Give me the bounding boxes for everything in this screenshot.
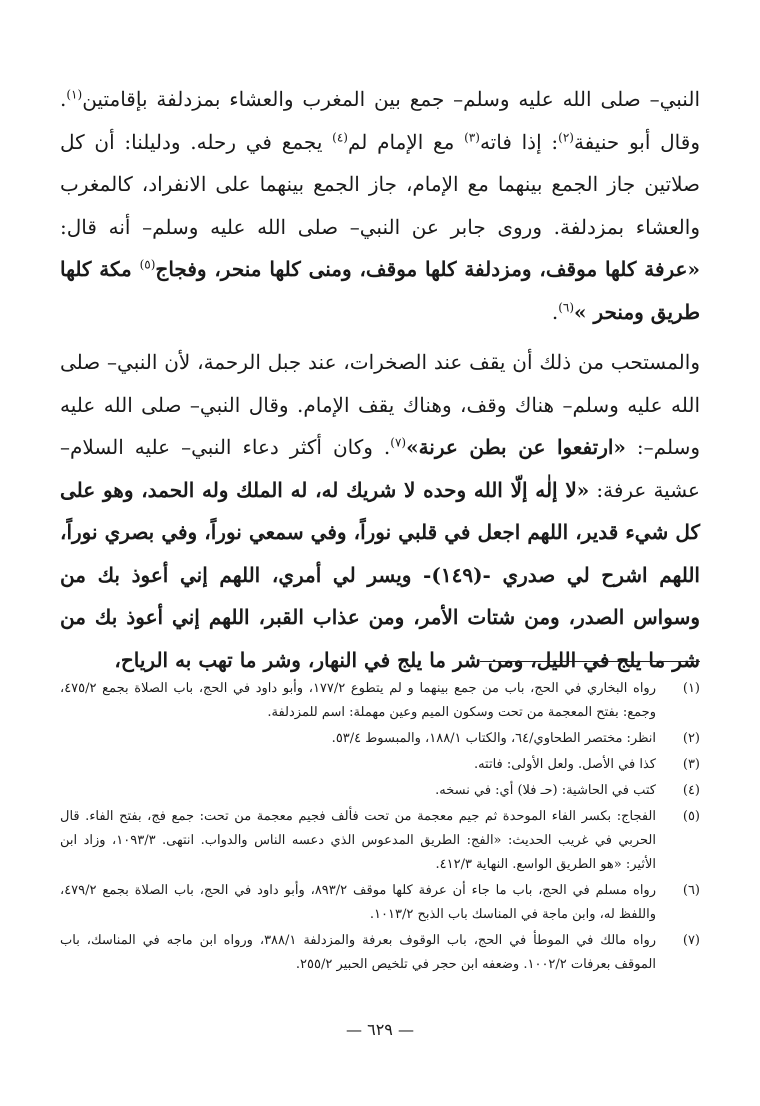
footnote-ref: (٧) <box>390 435 407 450</box>
paragraph-1 <box>60 78 700 333</box>
footnote <box>60 753 700 777</box>
footnote-ref: (١) <box>66 87 83 102</box>
footnote <box>60 879 700 927</box>
hadith-quote: «ارتفعوا عن بطن عرنة» <box>406 435 626 459</box>
footnote-text: رواه مسلم في الحج، باب ما جاء أن عرفة كلها موقف ٨٩٣/٢، وأبو داود في الحج، باب الصلاة بجمع ٤٧٩/٢، واللفظ له، وابن ماجة في المناسك باب الذبح ١٠١٣/٢. <box>60 883 656 922</box>
text-run: النبي– صلى الله عليه وسلم– جمع بين المغرب والعشاء بمزدلفة بإقامتين <box>82 87 700 111</box>
footnote <box>60 727 700 751</box>
text-run: : إذا فاته <box>479 129 559 154</box>
footnote-text: الفجاج: بكسر الفاء الموحدة ثم جيم معجمة من تحت فألف فجيم معجمة من تحت: جمع فج، بفتح الفاء. قال الحربي في غريب الحديث: «الفج: الطريق المدعوس الذي دعسه الناس والدواب. انتهى. ١٠٩٣/٣، وزاد ابن الأثير: «هو الطريق الواسع. النهاية ٤١٢/٣. <box>60 809 656 872</box>
text-run: . وقال أبو حنيفة <box>60 87 700 154</box>
footnote <box>60 779 700 803</box>
footnote-text: رواه البخاري في الحج، باب من جمع بينهما و لم يتطوع ١٧٧/٢، وأبو داود في الحج، باب الصلاة بجمع ٤٧٥/٢، وجمع: بفتح المعجمة من تحت وسكون الميم وعين مهملة: اسم للمزدلفة. <box>60 681 656 720</box>
footnote-number: (١) <box>682 681 700 696</box>
text-run: . وكان أكثر دعاء النبي– عليه السلام– عشية عرفة: <box>60 435 700 502</box>
paragraph-2 <box>60 341 700 681</box>
page-content <box>60 78 700 681</box>
footnote-ref: (٥) <box>139 257 156 272</box>
footnote <box>60 929 700 977</box>
footnote <box>60 677 700 725</box>
footnote <box>60 805 700 877</box>
footnote-text: كذا في الأصل. ولعل الأولى: فاتته. <box>473 757 656 772</box>
footnote-ref: (٦) <box>558 299 575 314</box>
main-text <box>60 78 700 681</box>
page-number: — ٦٢٩ — <box>346 1020 414 1039</box>
footnote-text: كتب في الحاشية: (حـ فلا) أي: في نسخه. <box>435 783 656 798</box>
footnote-number: (٤) <box>682 783 700 798</box>
footnote-text: رواه مالك في الموطأ في الحج، باب الوقوف بعرفة والمزدلفة ٣٨٨/١، ورواه ابن ماجه في المناسك، باب الموقف بعرفات ١٠٠٢/٢. وضعفه ابن حجر في تلخيص الحبير ٢٥٥/٢. <box>60 933 656 972</box>
footnote-number: (٣) <box>682 757 700 772</box>
footnote-ref: (٢) <box>558 129 574 144</box>
text-run: يجمع في رحله. ودليلنا: أن كل صلاتين جاز الجمع بينهما مع الإمام، جاز الجمع بينهما على الانفراد، كالمغرب والعشاء بمزدلفة. وروى جابر عن النبي– صلى الله عليه وسلم– أنه قال: <box>60 129 700 239</box>
text-run: والمستحب من ذلك أن يقف عند الصخرات، عند جبل الرحمة، لأن النبي– صلى الله عليه وسلم– هناك وقف، وهناك يقف الإمام. وقال النبي– صلى الله عليه وسلم–: <box>60 350 700 459</box>
hadith-quote: «عرفة كلها موقف، ومزدلفة كلها موقف، ومنى كلها منحر، وفجاج <box>155 257 700 281</box>
footnote-ref: (٤) <box>332 129 348 144</box>
footnote-ref: (٣) <box>464 129 480 144</box>
footnote-number: (٧) <box>682 933 700 948</box>
footnote-separator <box>480 661 700 662</box>
hadith-quote: مكة كلها طريق ومنحر » <box>60 257 700 324</box>
footnote-number: (٥) <box>682 809 700 824</box>
footnotes <box>60 677 700 979</box>
footnote-number: (٦) <box>682 883 700 898</box>
footnote-text: انظر: مختصر الطحاوي/٦٤، والكتاب ١٨٨/١، والمبسوط ٥٣/٤. <box>331 731 656 746</box>
footnote-number: (٢) <box>682 731 700 746</box>
dua-quote: «لا إلٰه إلّا الله وحده لا شريك له، له الملك وله الحمد، وهو على كل شيء قدير، اللهم اجعل في قلبي نوراً، وفي سمعي نوراً، وفي بصري نوراً، اللهم اشرح لي صدري -(١٤٩)- ويسر لي أمري، اللهم إني أعوذ بك من وسواس الصدر، ومن شتات الأمر، ومن عذاب القبر، اللهم إني أعوذ بك من شر ما يلج في الليل، ومن شر ما يلج في النهار، وشر ما تهب به الرياح، <box>60 477 700 672</box>
text-run: مع الإمام لم <box>347 129 465 154</box>
text-run: . <box>551 299 559 324</box>
